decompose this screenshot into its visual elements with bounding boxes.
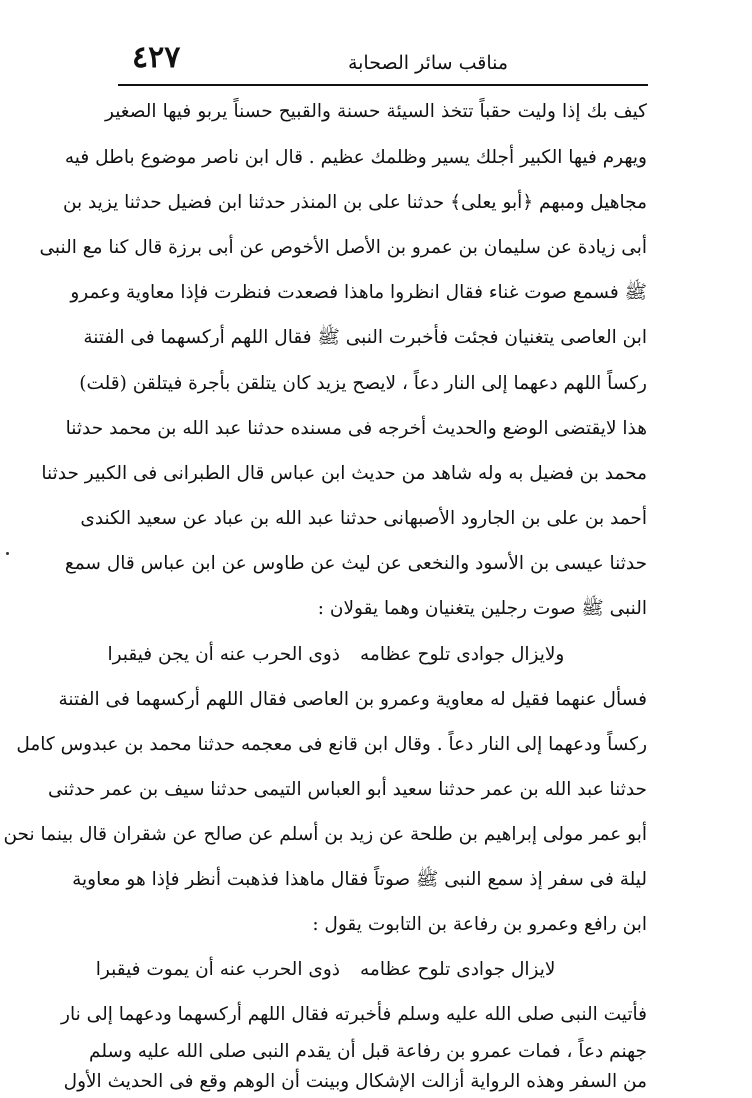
text-line: فأتيت النبى صلى الله عليه وسلم فأخبرته فقال اللهم أركسهما ودعهما إلى نار xyxy=(61,1004,647,1025)
text-line: فسأل عنهما فقيل له معاوية وعمرو بن العاصى فقال اللهم أركسهما فى الفتنة xyxy=(58,689,647,710)
text-line: النبى ﷺ صوت رجلين يتغنيان وهما يقولان : xyxy=(317,598,647,619)
text-line: حدثنا عيسى بن الأسود والنخعى عن ليث عن طاوس عن ابن عباس قال سمع xyxy=(64,553,647,574)
scan-speck xyxy=(6,552,9,555)
text-line: مجاهيل ومبهم ﴿أبو يعلى﴾ حدثنا على بن المنذر حدثنا ابن فضيل حدثنا يزيد بن xyxy=(62,192,647,213)
text-line: ابن رافع وعمرو بن رفاعة بن التابوت يقول : xyxy=(312,914,647,935)
page-number: ٤٢٧ xyxy=(132,40,181,75)
text-line: ركساً ودعهما إلى النار دعاً . وقال ابن قانع فى معجمه حدثنا محمد بن عبدوس كامل xyxy=(16,734,647,755)
text-line: ابن العاصى يتغنيان فجئت فأخبرت النبى ﷺ فقال اللهم أركسهما فى الفتنة xyxy=(83,327,647,348)
text-line: أبى زيادة عن سليمان بن عمرو بن الأصل الأخوص عن أبى برزة قال كنا مع النبى xyxy=(39,237,647,258)
text-line: ركساً اللهم دعهما إلى النار دعاً ، لايصح يزيد كان يتلقن بأجرة فيتلقن (قلت) xyxy=(79,373,647,394)
text-line: ليلة فى سفر إذ سمع النبى ﷺ صوتاً فقال ماهذا فذهبت أنظر فإذا هو معاوية xyxy=(72,869,647,890)
verse-hemistich-second: ذوى الحرب عنه أن يموت فيقبرا xyxy=(95,959,340,980)
text-line: هذا لايقتضى الوضع والحديث أخرجه فى مسنده حدثنا عبد الله بن محمد حدثنا xyxy=(65,418,647,439)
text-line: جهنم دعاً ، فمات عمرو بن رفاعة قبل أن يقدم النبى صلى الله عليه وسلم xyxy=(89,1041,647,1062)
text-line: ويهرم فيها الكبير أجلك يسير وظلمك عظيم . قال ابن ناصر موضوع باطل فيه xyxy=(64,147,647,168)
page-header xyxy=(118,38,648,86)
verse-line xyxy=(95,958,610,984)
verse-hemistich-first: لايزال جوادى تلوح عظامه xyxy=(360,959,556,980)
text-line: أبو عمر مولى إبراهيم بن طلحة عن زيد بن أسلم عن صالح عن شقران قال بينما نحن xyxy=(3,824,647,845)
text-line: ﷺ فسمع صوت غناء فقال انظروا ماهذا فصعدت فنظرت فإذا معاوية وعمرو xyxy=(70,282,647,303)
text-line: من السفر وهذه الرواية أزالت الإشكال وبينت أن الوهم وقع فى الحديث الأول xyxy=(63,1071,647,1092)
text-line: حدثنا عبد الله بن عمر حدثنا سعيد أبو العباس التيمى حدثنا سيف بن عمر حدثنى xyxy=(47,779,647,800)
text-line: كيف بك إذا وليت حقباً تتخذ السيئة حسنة والقبيح حسناً يربو فيها الصغير xyxy=(105,101,647,122)
running-title: مناقب سائر الصحابة xyxy=(347,52,509,74)
verse-line xyxy=(107,643,610,669)
text-line: محمد بن فضيل به وله شاهد من حديث ابن عباس قال الطبرانى فى الكبير حدثنا xyxy=(41,463,647,484)
text-line: أحمد بن على بن الجارود الأصبهانى حدثنا عبد الله بن عباد عن سعيد الكندى xyxy=(80,508,647,529)
verse-hemistich-first: ولايزال جوادى تلوح عظامه xyxy=(360,644,565,665)
verse-hemistich-second: ذوى الحرب عنه أن يجن فيقبرا xyxy=(107,644,340,665)
